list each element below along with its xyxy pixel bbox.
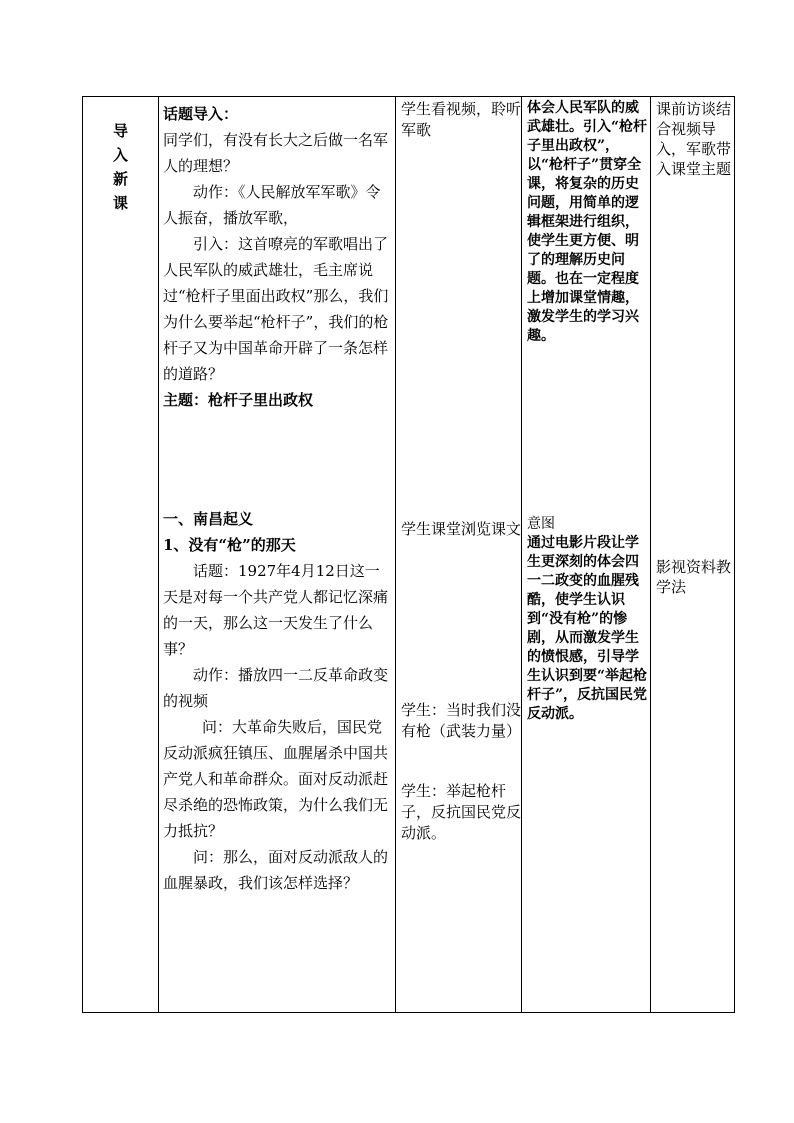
section-label-char: 新 [112, 170, 128, 188]
question-paragraph: 问：大革命失败后，国民党反动派疯狂镇压、血腥屠杀中国共产党人和革命群众。面对反动派赶尽杀绝的恐怖政策，为什么我们无力抵抗？ [163, 718, 389, 840]
intro-action: 动作：《人民解放军军歌》令人振奋，播放军歌， [163, 183, 381, 227]
section-label-char: 课 [112, 194, 128, 212]
section-label-char: 入 [112, 146, 128, 164]
topic-paragraph: 话题：1927年4月12日这一天是对每一个共产党人都记忆深痛的一天，那么这一天发生了什么事？ [163, 562, 389, 658]
column-divider [395, 97, 396, 1012]
section-label-char: 导 [112, 122, 128, 140]
teaching-method: 课前访谈结合视频导入，军歌带入课堂主题 [656, 100, 732, 178]
intro-lead: 引入：这首嘹亮的军歌唱出了人民军队的威武雄壮，毛主席说过“枪杆子里面出政权”那么，我们为什么要举起“枪杆子”，我们的枪杆子又为中国革命开辟了一条怎样的道路？ [163, 235, 389, 383]
subsection-heading: 1、没有“枪”的那天 [163, 536, 296, 554]
column-divider [158, 97, 159, 1012]
section-label [83, 119, 158, 215]
student-activity: 学生：当时我们没有枪（武装力量） [401, 701, 522, 740]
teaching-method: 影视资料教学法 [656, 558, 732, 596]
section-heading: 一、南昌起义 [163, 510, 254, 528]
action-paragraph: 动作：播放四一二反革命政变的视频 [163, 666, 389, 710]
intro-question: 同学们，有没有长大之后做一名军人的理想？ [163, 131, 389, 175]
intent-text: 通过电影片段让学生更深刻的体会四一二政变的血腥残酷，使学生认识到“没有枪”的惨剧，从而激发学生的愤恨感，引导学生认识到要“举起枪杆子”，反抗国民党反动派。 [527, 535, 648, 722]
teaching-content-intro [163, 101, 393, 413]
teaching-content-nanchang [163, 506, 393, 896]
question-paragraph: 问：那么，面对反动派敌人的血腥暴政，我们该怎样选择？ [163, 848, 389, 892]
topic-intro-heading: 话题导入： [163, 105, 239, 123]
student-activity: 学生：举起枪杆子，反抗国民党反动派。 [401, 782, 522, 842]
design-intent [527, 515, 651, 724]
student-activity: 学生课堂浏览课文 [401, 520, 522, 538]
student-activity: 学生看视频，聆听军歌 [401, 100, 522, 139]
intent-title: 意图 [527, 516, 555, 532]
lesson-theme: 主题：枪杆子里出政权 [163, 391, 314, 409]
design-intent: 体会人民军队的威武雄壮。引入“枪杆子里出政权”，以“枪杆子”贯穿全课，将复杂的历史问题，用简单的逻辑框架进行组织，使学生更方便、明了的理解历史问题。也在一定程度上增加课堂情趣，激发学生的学习兴趣。 [527, 100, 648, 344]
column-divider [521, 97, 522, 1012]
lesson-plan-table [82, 96, 735, 1013]
